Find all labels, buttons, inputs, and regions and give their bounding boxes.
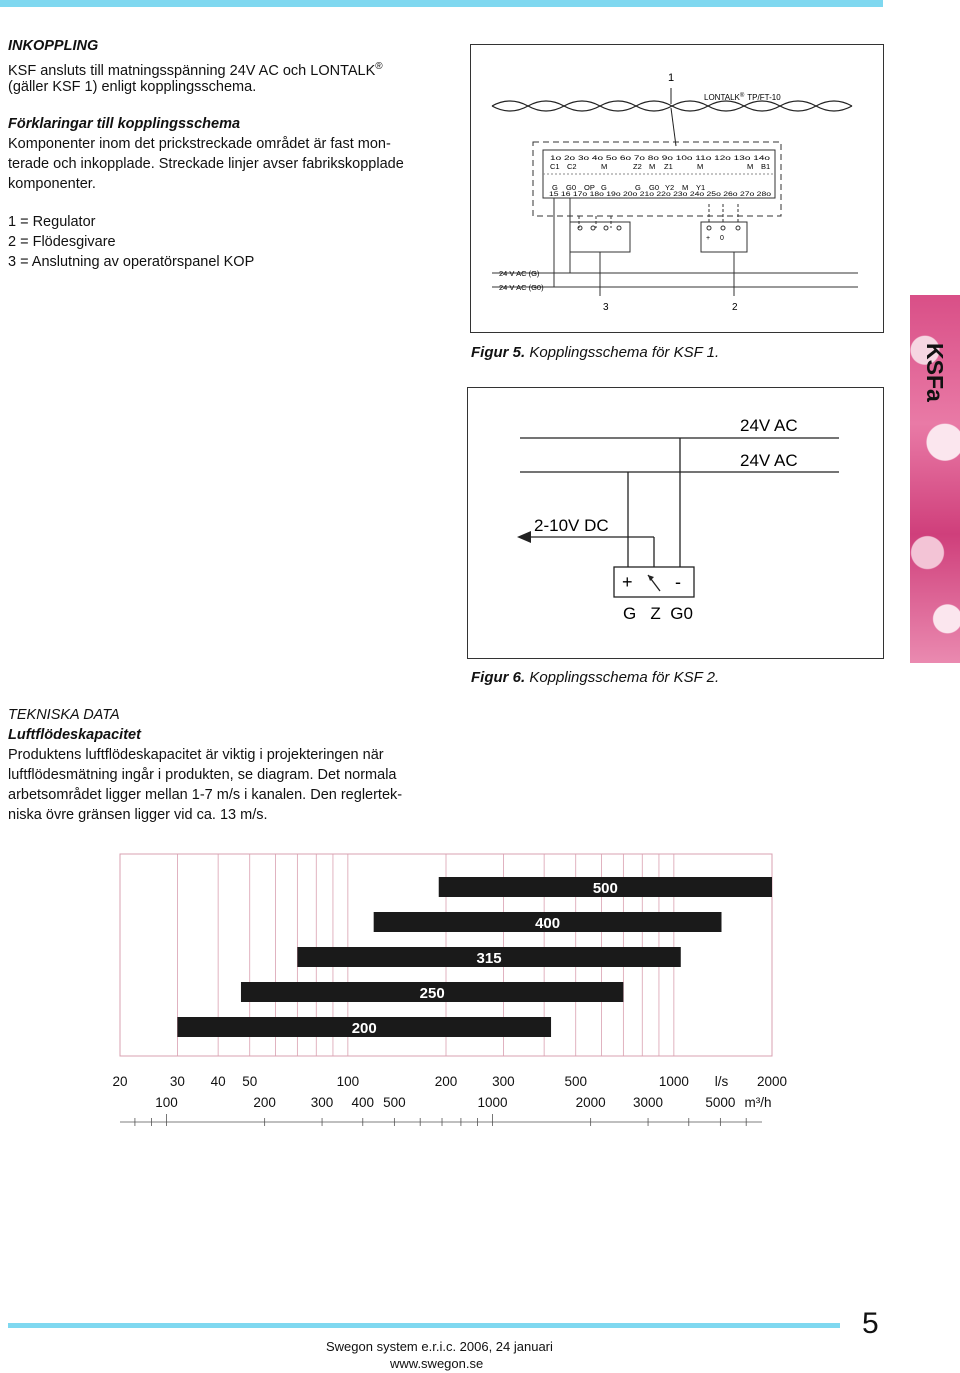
fig6-plus: + — [622, 572, 633, 592]
chart-tick-ls: 100 — [336, 1074, 360, 1089]
chart-bar-label-400: 400 — [535, 915, 561, 932]
tech-line3: arbetsområdet ligger mellan 1-7 m/s i kanalen. Den reglertek- — [8, 787, 403, 803]
fig5-bottom-row: 15 16 17o 18o 19o 20o 21o 22o 23o 24o 25o 26o 27o 28o — [549, 192, 772, 198]
fig5-top-m3: M — [697, 162, 704, 171]
chart-tick-ls: 500 — [564, 1074, 587, 1089]
side-tab-ksfa — [910, 295, 960, 663]
fig5-supply-g0: 24 V AC (G0) — [499, 283, 544, 292]
chart-tick-ls: 1000 — [658, 1074, 689, 1089]
footer-rule — [8, 1323, 840, 1328]
chart-tick-ls: 2000 — [756, 1074, 788, 1089]
figure-5-caption — [471, 344, 719, 361]
top-rule — [0, 0, 883, 7]
legend-1: 1 = Regulator — [8, 214, 96, 230]
fig5-reg: ® — [739, 93, 745, 99]
figure-6-caption-text: Kopplingsschema för KSF 2. — [525, 669, 720, 686]
fig5-bot-m: M — [682, 183, 689, 192]
fig5-top-m1: M — [601, 162, 608, 171]
chart-tick-ls: 20 — [112, 1074, 128, 1089]
footer-company: Swegon system e.r.i.c. 2006, 24 januari — [326, 1339, 553, 1354]
fig5-top-z1: Z1 — [664, 162, 673, 171]
page-number: 5 — [862, 1307, 879, 1340]
fig5-top-z2: Z2 — [633, 162, 642, 171]
side-tab-label: KSFa — [922, 343, 948, 402]
tech-subheading: Luftflödeskapacitet — [8, 727, 141, 743]
fig5-bot-g0a: G0 — [566, 183, 577, 192]
tech-line1: Produktens luftflödeskapacitet är viktig i projekteringen när — [8, 747, 384, 763]
fig5-label-2: 2 — [732, 302, 738, 313]
figure-6-wiring-diagram — [467, 387, 884, 659]
figure-6-caption-label: Figur 6. — [471, 669, 526, 686]
figure-5-wiring-diagram — [470, 44, 884, 333]
fig5-label-3: 3 — [603, 302, 609, 313]
fig5-bot-g3: G — [635, 183, 641, 192]
footer-url: www.swegon.se — [390, 1356, 484, 1371]
tech-heading: TEKNISKA DATA — [8, 707, 120, 723]
fig6-signal-label: 2-10V DC — [534, 516, 609, 535]
chart-bar-label-200: 200 — [351, 1020, 377, 1037]
figure-5-caption-text: Kopplingsschema för KSF 1. — [525, 344, 720, 361]
chart-tick-m3h: 3000 — [633, 1095, 664, 1110]
chart-tick-m3h: 500 — [383, 1095, 406, 1110]
chart-bar-label-315: 315 — [476, 950, 502, 967]
fig5-top-c1: C1 — [550, 162, 560, 171]
chart-tick-m3h: 2000 — [575, 1095, 606, 1110]
figure-6-caption — [471, 669, 719, 686]
chart-tick-m3h: 1000 — [477, 1095, 508, 1110]
chart-tick-ls: 300 — [492, 1074, 515, 1089]
fig6-line1-label: 24V AC — [740, 416, 798, 435]
tech-line4: niska övre gränsen ligger vid ca. 13 m/s. — [8, 807, 268, 823]
figure-5-caption-label: Figur 5. — [471, 344, 526, 361]
fig5-bot-y2: Y2 — [665, 183, 675, 192]
chart-tick-m3h: 300 — [310, 1095, 334, 1110]
fig6-minus: - — [675, 572, 681, 592]
fig5-top-m2: M — [649, 162, 656, 171]
fig6-line2-label: 24V AC — [740, 451, 798, 470]
chart-tick-m3h: 400 — [351, 1095, 375, 1110]
fig5-bot-g2: G — [601, 183, 607, 192]
fig5-tpft: TP/FT-10 — [747, 93, 781, 102]
intro-line2: (gäller KSF 1) enligt kopplingsschema. — [8, 79, 257, 95]
fig5-bot-y1: Y1 — [696, 183, 706, 192]
explain-line2: terade och inkopplade. Streckade linjer avser fabrikskopplade — [8, 156, 404, 172]
chart-tick-m3h: m³/h — [744, 1095, 772, 1110]
chart-bar-label-500: 500 — [592, 880, 618, 897]
fig5-top-b1: B1 — [761, 162, 771, 171]
registered-mark: ® — [375, 61, 383, 72]
legend-3: 3 = Anslutning av operatörspanel KOP — [8, 254, 255, 270]
chart-tick-m3h: 100 — [155, 1095, 178, 1110]
fig5-bot-g1: G — [552, 183, 558, 192]
fig5-lontalk: LONTALK — [704, 93, 740, 102]
fig5-bot-g0b: G0 — [649, 183, 660, 192]
heading-inkoppling: INKOPPLING — [8, 38, 99, 54]
fig5-label-1: 1 — [668, 72, 675, 84]
explain-line1: Komponenter inom det prickstreckade området är fast mon- — [8, 136, 391, 152]
chart-tick-ls: 50 — [242, 1074, 258, 1089]
fig5-top-row: 1o 2o 3o 4o 5o 6o 7o 8o 9o 10o 11o 12o 13o 14o — [550, 156, 772, 162]
fig5-top-m4: M — [747, 162, 754, 171]
fig5-supply-g: 24 V AC (G) — [499, 269, 540, 278]
fig6-terminals: G Z G0 — [623, 604, 693, 623]
fig5-sensor-zero: 0 — [720, 235, 724, 242]
chart-tick-ls: l/s — [714, 1074, 729, 1089]
chart-bar-label-250: 250 — [419, 985, 445, 1002]
chart-tick-m3h: 200 — [253, 1095, 276, 1110]
chart-tick-ls: 30 — [169, 1074, 185, 1089]
explain-line3: komponenter. — [8, 176, 96, 192]
intro-text1: KSF ansluts till matningsspänning 24V AC och LONTALK — [8, 62, 376, 79]
chart-tick-m3h: 5000 — [705, 1095, 736, 1110]
fig5-bot-op: OP — [584, 183, 595, 192]
chart-tick-ls: 200 — [434, 1074, 458, 1089]
tech-line2: luftflödesmätning ingår i produkten, se diagram. Det normala — [8, 767, 397, 783]
explain-heading: Förklaringar till kopplingsschema — [8, 116, 241, 132]
fig5-sensor-plus: + — [706, 235, 711, 242]
chart-tick-ls: 40 — [210, 1074, 226, 1089]
legend-2: 2 = Flödesgivare — [8, 234, 116, 250]
fig5-top-c2: C2 — [567, 162, 577, 171]
flow-capacity-chart — [108, 850, 788, 1130]
